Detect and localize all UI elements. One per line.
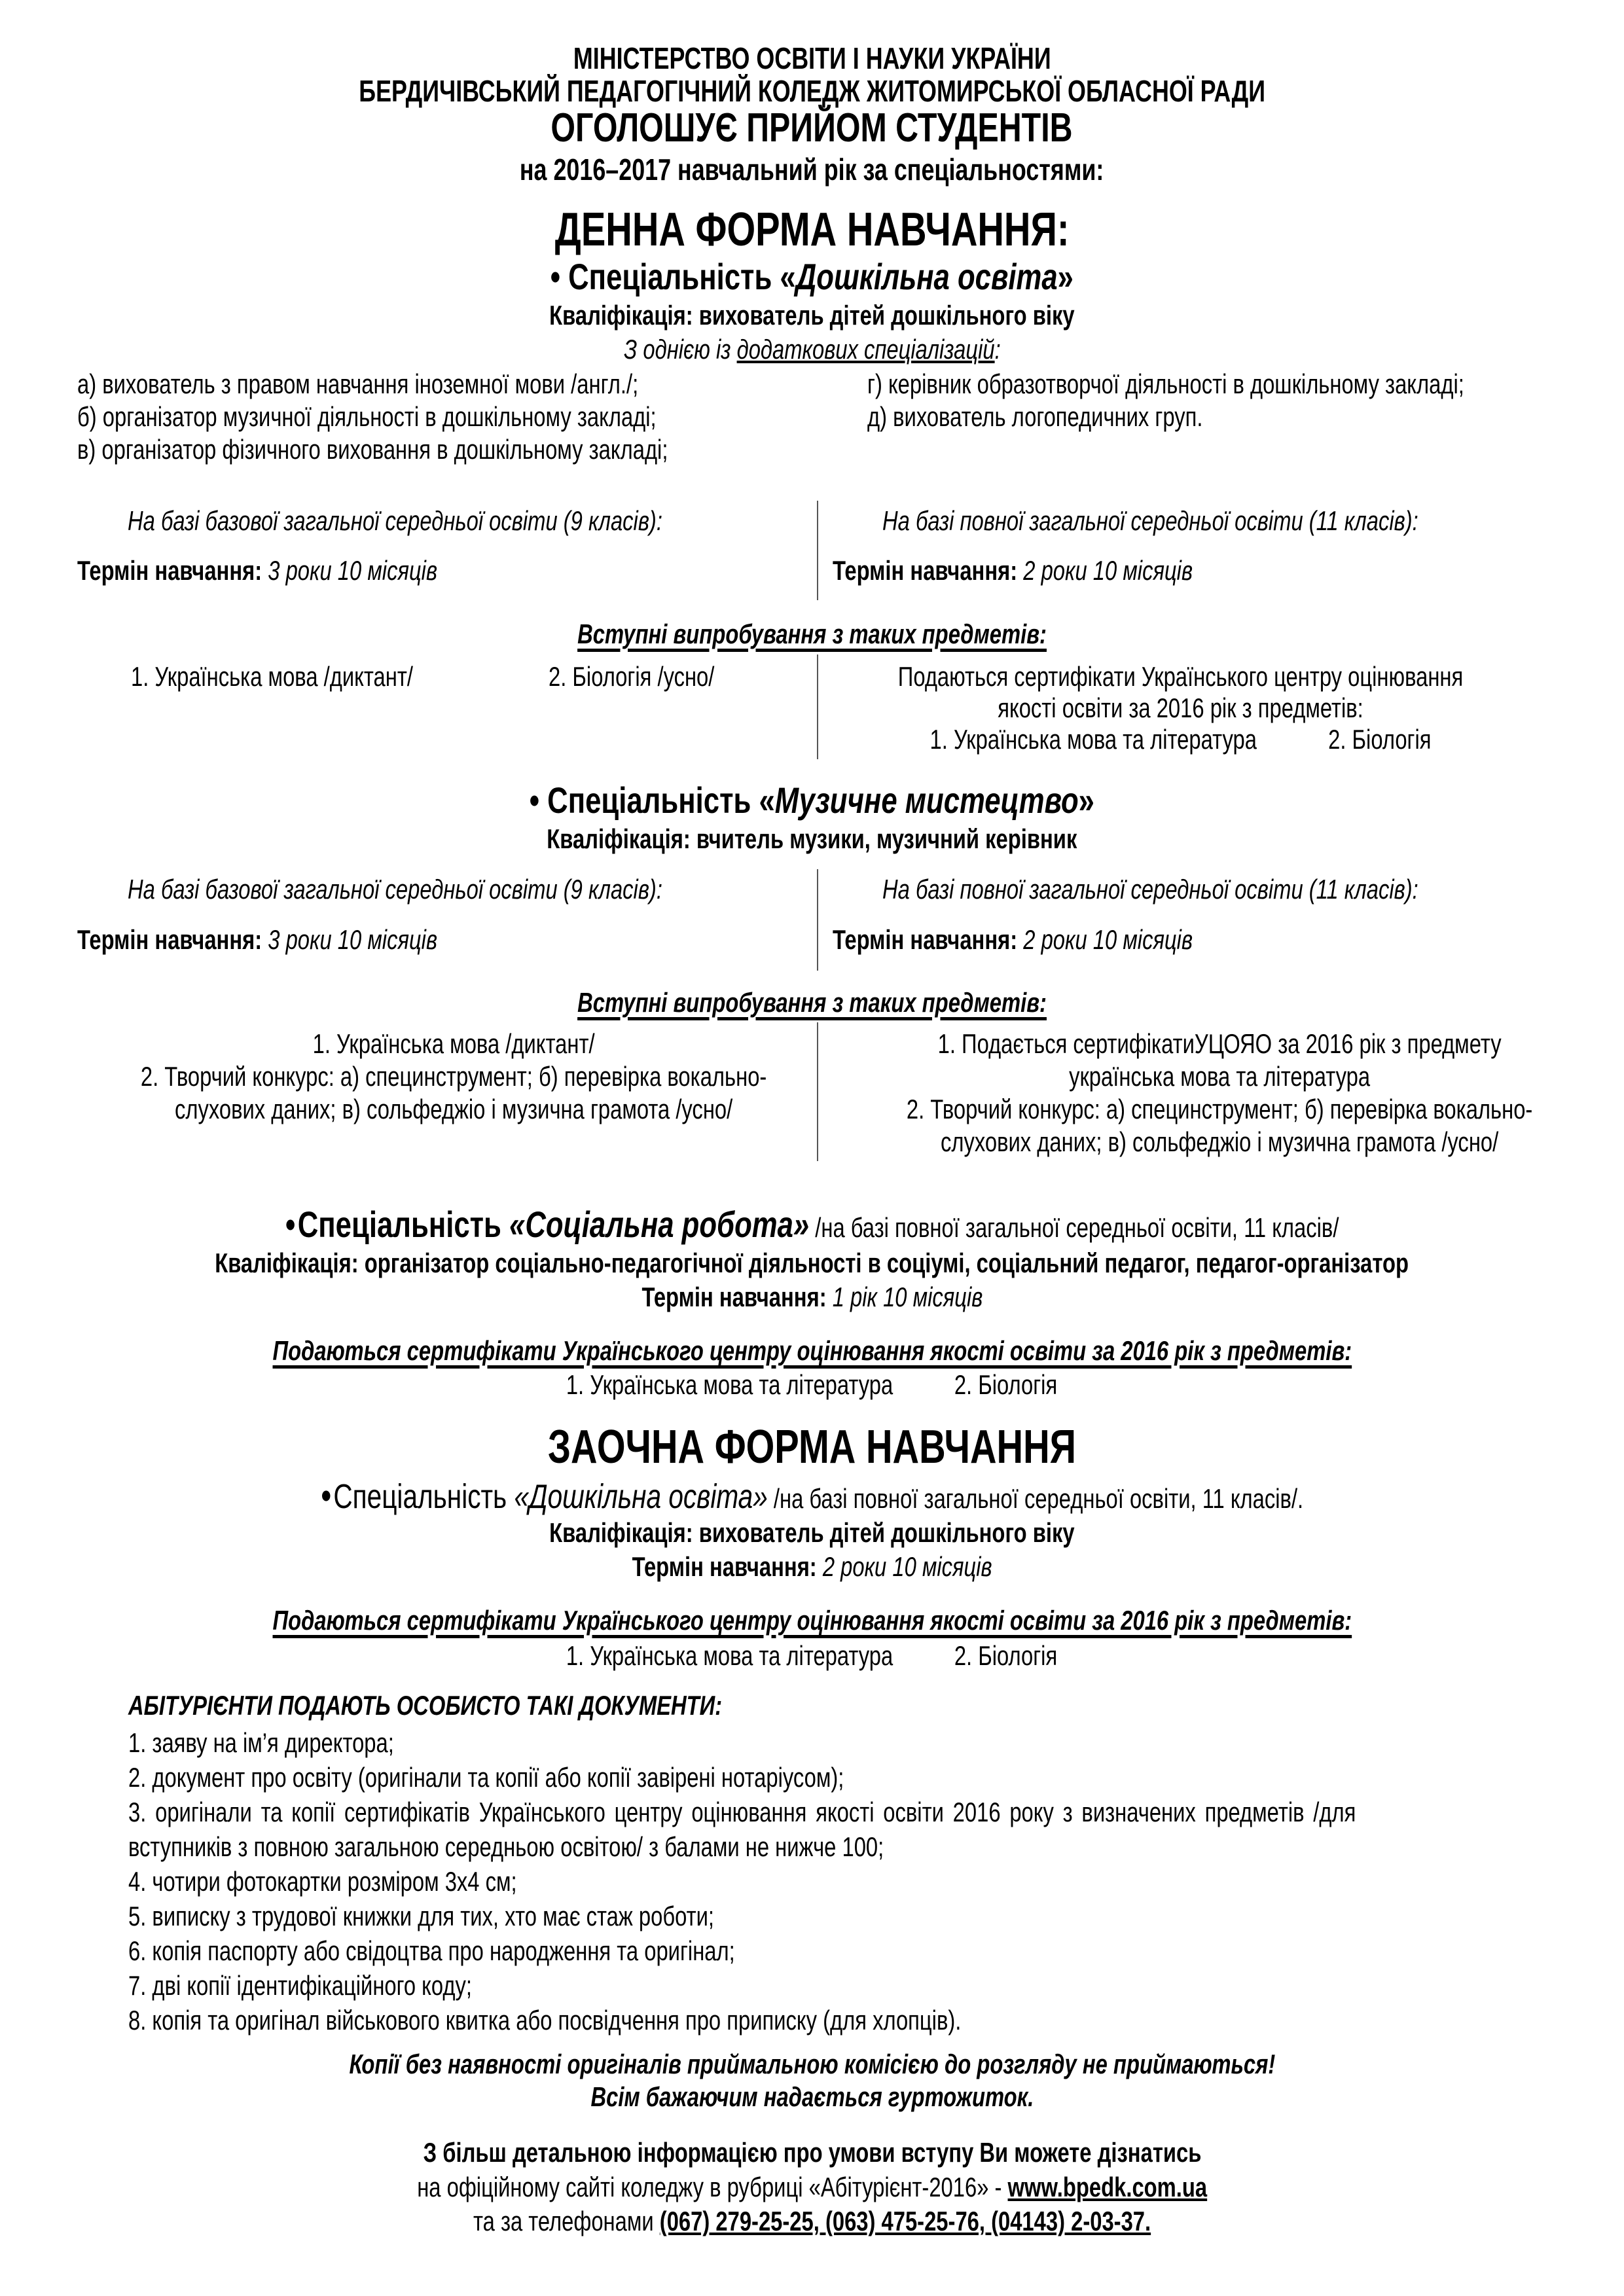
part-time-subjects: 1. Українська мова та література 2. Біологія — [566, 1640, 1058, 1671]
specialization-item: б) організатор музичної діяльності в дошкільному закладі; — [77, 401, 657, 432]
preschool-basis-11: На базі повної загальної середньої освіти (11 класів): — [882, 505, 1418, 536]
part-time-certs-heading: Подаються сертифікати Українського центру оцінювання якості освіти за 2016 рік з предметів: — [272, 1605, 1352, 1636]
document-item: 7. дві копії ідентифікаційного коду; — [128, 1970, 472, 2001]
music-term-9: Термін навчання: 3 роки 10 місяців — [77, 924, 438, 955]
preschool-exam-left-2: 2. Біологія /усно/ — [549, 661, 715, 692]
specialty-social-title: • Спеціальність «Соціальна робота» /на базі повної загальної середньої освіти, 11 класів/ — [285, 1204, 1339, 1245]
document-item: вступників з повною загальною середньою освітою/ з балами не нижче 100; — [128, 1831, 884, 1862]
specialty-music-title: • Спеціальність «Музичне мистецтво» — [529, 780, 1095, 821]
academic-year-subtitle: на 2016–2017 навчальний рік за спеціальностями: — [520, 152, 1104, 187]
music-term-11: Термін навчання: 2 роки 10 місяців — [833, 924, 1193, 955]
column-divider — [817, 869, 818, 971]
copies-warning: Копії без наявності оригіналів приймальною комісією до розгляду не приймаються! — [349, 2049, 1275, 2079]
preschool-exam-left-1: 1. Українська мова /диктант/ — [131, 661, 413, 692]
music-basis-9: На базі базової загальної середньої освіти (9 класів): — [128, 874, 662, 905]
social-qualification: Кваліфікація: організатор соціально-педагогічної діяльності в соціумі, соціальний педагог, педагог-організатор — [215, 1247, 1409, 1278]
bullet-icon: • — [285, 1204, 296, 1245]
preschool-exams-heading: Вступні випробування з таких предметів: — [577, 619, 1047, 649]
specializations-right — [867, 368, 1624, 433]
bullet-icon: • — [529, 780, 540, 821]
document-item: 6. копія паспорту або свідоцтва про народження та оригінал; — [128, 1935, 735, 1966]
music-exams-left: 1. Українська мова /диктант/ 2. Творчий конкурс: а) специнструмент; б) перевірка вокально- слухових даних; в) сольфеджіо і музична грамота /усно/ — [140, 1028, 767, 1124]
college-title: БЕРДИЧІВСЬКИЙ ПЕДАГОГІЧНИЙ КОЛЕДЖ ЖИТОМИРСЬКОЇ ОБЛАСНОЇ РАДИ — [359, 74, 1265, 108]
contact-phones-line: та за телефонами (067) 279-25-25, (063) 475-25-76, (04143) 2-03-37. — [473, 2206, 1151, 2236]
preschool-term-9: Термін навчання: 3 роки 10 місяців — [77, 555, 438, 586]
ministry-title: МІНІСТЕРСТВО ОСВІТИ І НАУКИ УКРАЇНИ — [573, 41, 1051, 75]
documents-heading: АБІТУРІЄНТИ ПОДАЮТЬ ОСОБИСТО ТАКІ ДОКУМЕНТИ: — [128, 1690, 723, 1721]
additional-specializations-intro: З однією із додаткових спеціалізацій: — [623, 334, 1001, 365]
social-term: Термін навчання: 1 рік 10 місяців — [641, 1282, 983, 1312]
announcement-title: ОГОЛОШУЄ ПРИЙОМ СТУДЕНТІВ — [550, 105, 1074, 151]
contact-intro: З більш детальною інформацією про умови вступу Ви можете дізнатись — [423, 2137, 1201, 2168]
contact-website-line: на офіційному сайті коледжу в рубриці «Абітурієнт-2016» - www.bpedk.com.ua — [417, 2172, 1207, 2202]
document-item: 3. оригінали та копії сертифікатів Українського центру оцінювання якості освіти 2016 року з визначених предметів /для — [128, 1797, 1356, 1827]
part-time-term: Термін навчання: 2 роки 10 місяців — [632, 1551, 992, 1582]
specialization-item: а) вихователь з правом навчання іноземної мови /англ./; — [77, 368, 639, 399]
specialty-preschool-title: • Спеціальність «Дошкільна освіта» — [550, 256, 1074, 297]
document-item: 1. заяву на ім’я директора; — [128, 1727, 394, 1758]
preschool-qualification: Кваліфікація: вихователь дітей дошкільного віку — [549, 300, 1075, 331]
bullet-icon: • — [550, 256, 561, 297]
documents-list — [128, 1725, 1555, 2037]
preschool-exams-right: Подаються сертифікати Українського центру оцінювання якості освіти за 2016 рік з предметів: 1. Українська мова та література 2. Біологія — [897, 661, 1464, 755]
specialization-item: г) керівник образотворчої діяльності в дошкільному закладі; — [867, 368, 1464, 399]
social-certs-heading: Подаються сертифікати Українського центру оцінювання якості освіти за 2016 рік з предметів: — [272, 1335, 1352, 1366]
part-time-specialty-title: • Спеціальність «Дошкільна освіта» /на базі повної загальної середньої освіти, 11 класів/. — [321, 1475, 1303, 1516]
phone-numbers[interactable]: (067) 279-25-25, (063) 475-25-76, (04143) 2-03-37. — [659, 2206, 1151, 2236]
part-time-heading: ЗАОЧНА ФОРМА НАВЧАННЯ — [547, 1421, 1077, 1473]
column-divider — [817, 501, 818, 600]
document-item: 5. виписку з трудової книжки для тих, хто має стаж роботи; — [128, 1901, 715, 1931]
music-exams-right: 1. Подається сертифікатиУЦОЯО за 2016 рік з предмету українська мова та література 2. Творчий конкурс: а) специнструмент; б) перевірка вокально- слухових даних; в) сольфеджіо і музична грамота /усно/ — [906, 1028, 1533, 1157]
website-link[interactable]: www.bpedk.com.ua — [1007, 2172, 1207, 2202]
document-item: 8. копія та оригінал військового квитка або посвідчення про приписку (для хлопців). — [128, 2005, 962, 2036]
document-item: 2. документ про освіту (оригінали та копії або копії завірені нотаріусом); — [128, 1762, 844, 1793]
preschool-term-11: Термін навчання: 2 роки 10 місяців — [833, 555, 1193, 586]
specialization-item: в) організатор фізичного виховання в дошкільному закладі; — [77, 434, 668, 465]
specialization-item: д) вихователь логопедичних груп. — [867, 401, 1203, 432]
specializations-left — [77, 368, 835, 466]
document-item: 4. чотири фотокартки розміром 3х4 см; — [128, 1866, 517, 1897]
music-exams-heading: Вступні випробування з таких предметів: — [577, 987, 1047, 1018]
music-basis-11: На базі повної загальної середньої освіти (11 класів): — [882, 874, 1418, 905]
preschool-basis-9: На базі базової загальної середньої освіти (9 класів): — [128, 505, 662, 536]
social-subjects: 1. Українська мова та література 2. Біологія — [566, 1369, 1058, 1400]
music-qualification: Кваліфікація: вчитель музики, музичний керівник — [547, 823, 1077, 854]
dormitory-note: Всім бажаючим надається гуртожиток. — [590, 2081, 1034, 2112]
full-time-heading: ДЕННА ФОРМА НАВЧАННЯ: — [554, 204, 1070, 256]
part-time-qualification: Кваліфікація: вихователь дітей дошкільного віку — [549, 1517, 1075, 1548]
bullet-icon: • — [321, 1475, 331, 1516]
